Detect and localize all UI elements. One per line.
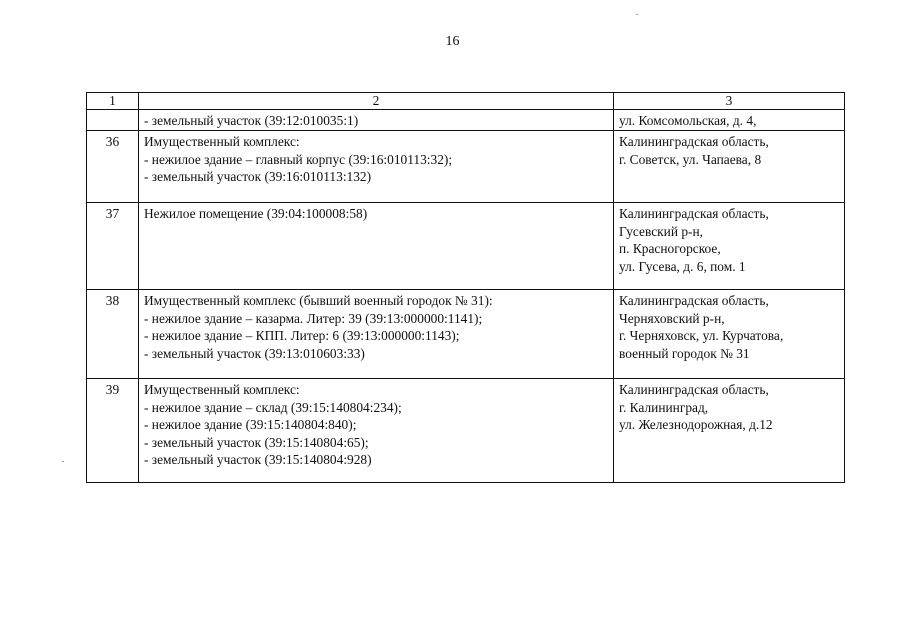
header-row	[87, 93, 845, 110]
object-cell	[139, 290, 614, 379]
table-row	[87, 131, 845, 203]
object-cell	[139, 131, 614, 203]
address-line: Калининградская область,	[619, 382, 769, 397]
object-line: Имущественный комплекс:	[144, 382, 300, 397]
address-line: Калининградская область,	[619, 293, 769, 308]
scan-speck	[636, 14, 638, 15]
address-line: ул. Комсомольская, д. 4,	[619, 113, 757, 128]
table-row	[87, 290, 845, 379]
row-number-cell: 37	[87, 203, 139, 290]
object-cell	[139, 379, 614, 483]
address-line: п. Красногорское,	[619, 241, 721, 256]
address-line: Черняховский р-н,	[619, 310, 725, 326]
table-row	[87, 379, 845, 483]
object-cell	[139, 110, 614, 131]
table-row	[87, 203, 845, 290]
address-line: г. Черняховск, ул. Курчатова,	[619, 328, 784, 343]
object-line: - нежилое здание – главный корпус (39:16:010113:32);	[144, 151, 453, 167]
address-line: г. Калининград,	[619, 399, 709, 415]
column-header-number: 1	[87, 93, 139, 110]
object-line: - нежилое здание (39:15:140804:840);	[144, 417, 357, 432]
object-line: Имущественный комплекс:	[144, 134, 300, 149]
object-line: Имущественный комплекс (бывший военный городок № 31):	[144, 293, 493, 308]
table-row-continuation	[87, 110, 845, 131]
object-line: - нежилое здание – склад (39:15:140804:234);	[144, 399, 402, 415]
object-line: - нежилое здание – казарма. Литер: 39 (39:13:000000:1141);	[144, 310, 483, 326]
address-cell	[614, 290, 845, 379]
object-line: - земельный участок (39:13:010603:33)	[144, 345, 365, 361]
address-line: Гусевский р-н,	[619, 223, 704, 239]
address-cell	[614, 203, 845, 290]
address-cell	[614, 379, 845, 483]
address-line: г. Советск, ул. Чапаева, 8	[619, 151, 762, 167]
column-header-object: 2	[139, 93, 614, 110]
object-line: - земельный участок (39:15:140804:928)	[144, 452, 372, 467]
address-line: военный городок № 31	[619, 345, 750, 361]
object-line: Нежилое помещение (39:04:100008:58)	[144, 206, 368, 221]
row-number-cell	[87, 110, 139, 131]
property-table	[86, 92, 845, 483]
address-cell	[614, 131, 845, 203]
row-number-cell: 36	[87, 131, 139, 203]
address-line: ул. Железнодорожная, д.12	[619, 417, 773, 432]
address-line: Калининградская область,	[619, 134, 769, 149]
address-cell	[614, 110, 845, 131]
scan-speck	[62, 461, 64, 462]
column-header-address: 3	[614, 93, 845, 110]
address-line: Калининградская область,	[619, 206, 769, 221]
object-line: - земельный участок (39:16:010113:132)	[144, 169, 372, 184]
object-line: - земельный участок (39:15:140804:65);	[144, 434, 369, 450]
object-line: - земельный участок (39:12:010035:1)	[144, 113, 359, 128]
object-cell	[139, 203, 614, 290]
object-line: - нежилое здание – КПП. Литер: 6 (39:13:000000:1143);	[144, 328, 460, 343]
row-number-cell: 39	[87, 379, 139, 483]
address-line: ул. Гусева, д. 6, пом. 1	[619, 258, 746, 274]
row-number-cell: 38	[87, 290, 139, 379]
page-number: 16	[445, 34, 460, 49]
